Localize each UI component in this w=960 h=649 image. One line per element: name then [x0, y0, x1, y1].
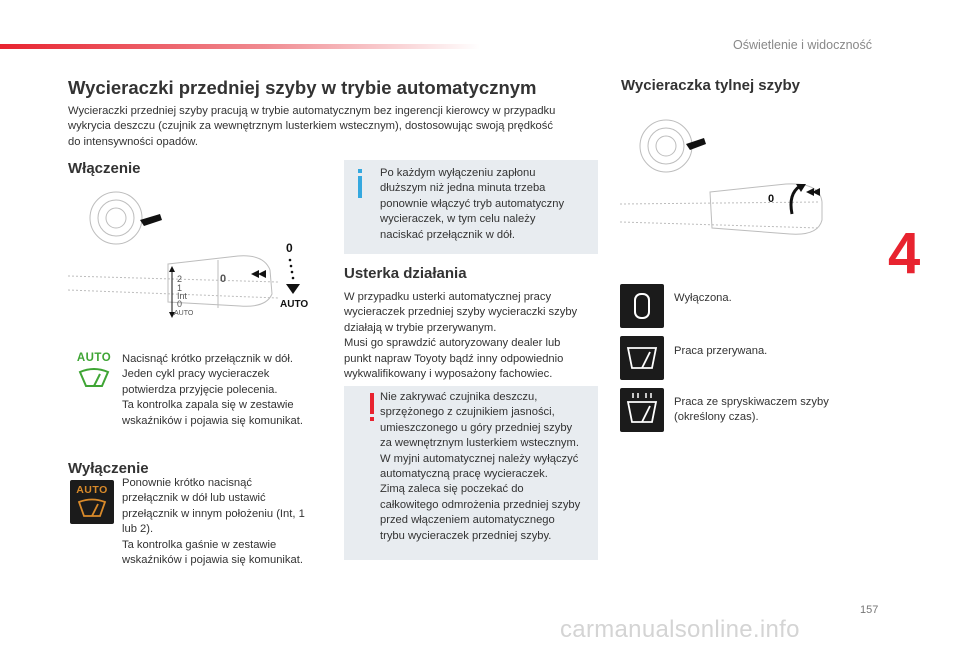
svg-text:AUTO: AUTO [280, 299, 309, 310]
mode-off-label: Wyłączona. [674, 292, 732, 304]
warning-icon-dot [370, 417, 374, 421]
svg-text:Int: Int [177, 291, 188, 301]
svg-text:0: 0 [768, 193, 775, 205]
svg-text:AUTO: AUTO [174, 310, 194, 317]
intro-paragraph: Wycieraczki przedniej szyby pracują w trybie automatycznym bez ingerencji kierowcy w przypadku wykrycia deszczu (czujnik za wewnętrznym lusterkiem wstecznym), dostosowując swoją prędkość do intensywności opadów. [68, 105, 556, 148]
rear-wiper-heading: Wycieraczka tylnej szyby [621, 77, 800, 94]
deactivation-heading: Wyłączenie [68, 460, 149, 477]
activation-heading: Włączenie [68, 160, 141, 177]
mode-intermittent-label: Praca przerywana. [674, 345, 768, 357]
wiper-icon-dim [70, 496, 114, 520]
malfunction-heading: Usterka działania [344, 265, 467, 282]
section-title: Oświetlenie i widoczność [733, 38, 872, 52]
svg-text:0: 0 [286, 241, 293, 255]
wiper-icon [74, 364, 114, 390]
svg-text:2: 2 [177, 274, 183, 284]
mode-washer-label: Praca ze spryskiwaczem szyby (określony czas). [674, 396, 829, 424]
info-icon [358, 176, 362, 198]
svg-text:0: 0 [177, 299, 183, 309]
deactivation-text: Ponownie krótko nacisnąć przełącznik w dół lub ustawić przełącznik w innym położeniu (Int, 1 lub 2). Ta kontrolka gaśnie w zestawie wskaźników i pojawia się komunikat. [122, 477, 305, 567]
rear-wiper-washer-icon-box [620, 388, 664, 432]
warning-icon [370, 393, 374, 414]
activation-text: Nacisnąć krótko przełącznik w dół. Jeden cykl pracy wycieraczek potwierdza przyjęcie polecenia. Ta kontrolka zapala się w zestawie wskaźników i pojawia się komunikat. [122, 353, 303, 427]
intermittent-wiper-icon [620, 336, 664, 380]
info-icon-dot [358, 169, 362, 173]
rear-wiper-stalk-diagram [620, 110, 840, 250]
svg-text:1: 1 [177, 283, 183, 293]
svg-text:0: 0 [220, 273, 227, 285]
wiper-stalk-diagram [68, 190, 328, 328]
chapter-number: 4 [888, 221, 921, 286]
rear-wiper-off-icon-box [620, 284, 664, 328]
malfunction-text: W przypadku usterki automatycznej pracy wycieraczek przedniej szyby wycieraczki szyby działają w trybie przerywanym. Musi go sprawdzić autoryzowany dealer lub punkt napraw Toyoty bądź inny odpowiednio wykwalifikowany i wyposażony fachowiec. [344, 291, 578, 381]
auto-wiper-indicator-off: AUTO [70, 480, 114, 524]
watermark: carmanualsonline.info [560, 616, 800, 643]
warning-note: Nie zakrywać czujnika deszczu, sprzężonego z czujnikiem jasności, umieszczonego u góry przedniej szyby za wewnętrznym lusterkiem wstecznym. W myjni automatycznej należy wyłączyć automatyczną pracę wycieraczek. Zimą zaleca się poczekać do całkowitego odmrożenia przedniej szyby przed włączeniem automatycznego trybu wycieraczek przedniej szyby. [344, 386, 598, 560]
washer-wiper-icon [620, 388, 664, 432]
rear-wiper-intermittent-icon-box [620, 336, 664, 380]
off-icon [620, 284, 664, 328]
page-title: Wycieraczki przedniej szyby w trybie automatycznym [68, 77, 537, 98]
page-number: 157 [860, 604, 879, 616]
auto-wiper-indicator-on: AUTO [74, 352, 114, 394]
info-note: Po każdym wyłączeniu zapłonu dłuższym niż jedna minuta trzeba ponownie włączyć tryb automatyczny wycieraczek, w tym celu należy naciskać przełącznik w dół. [344, 160, 598, 254]
header-accent-bar [0, 44, 480, 49]
